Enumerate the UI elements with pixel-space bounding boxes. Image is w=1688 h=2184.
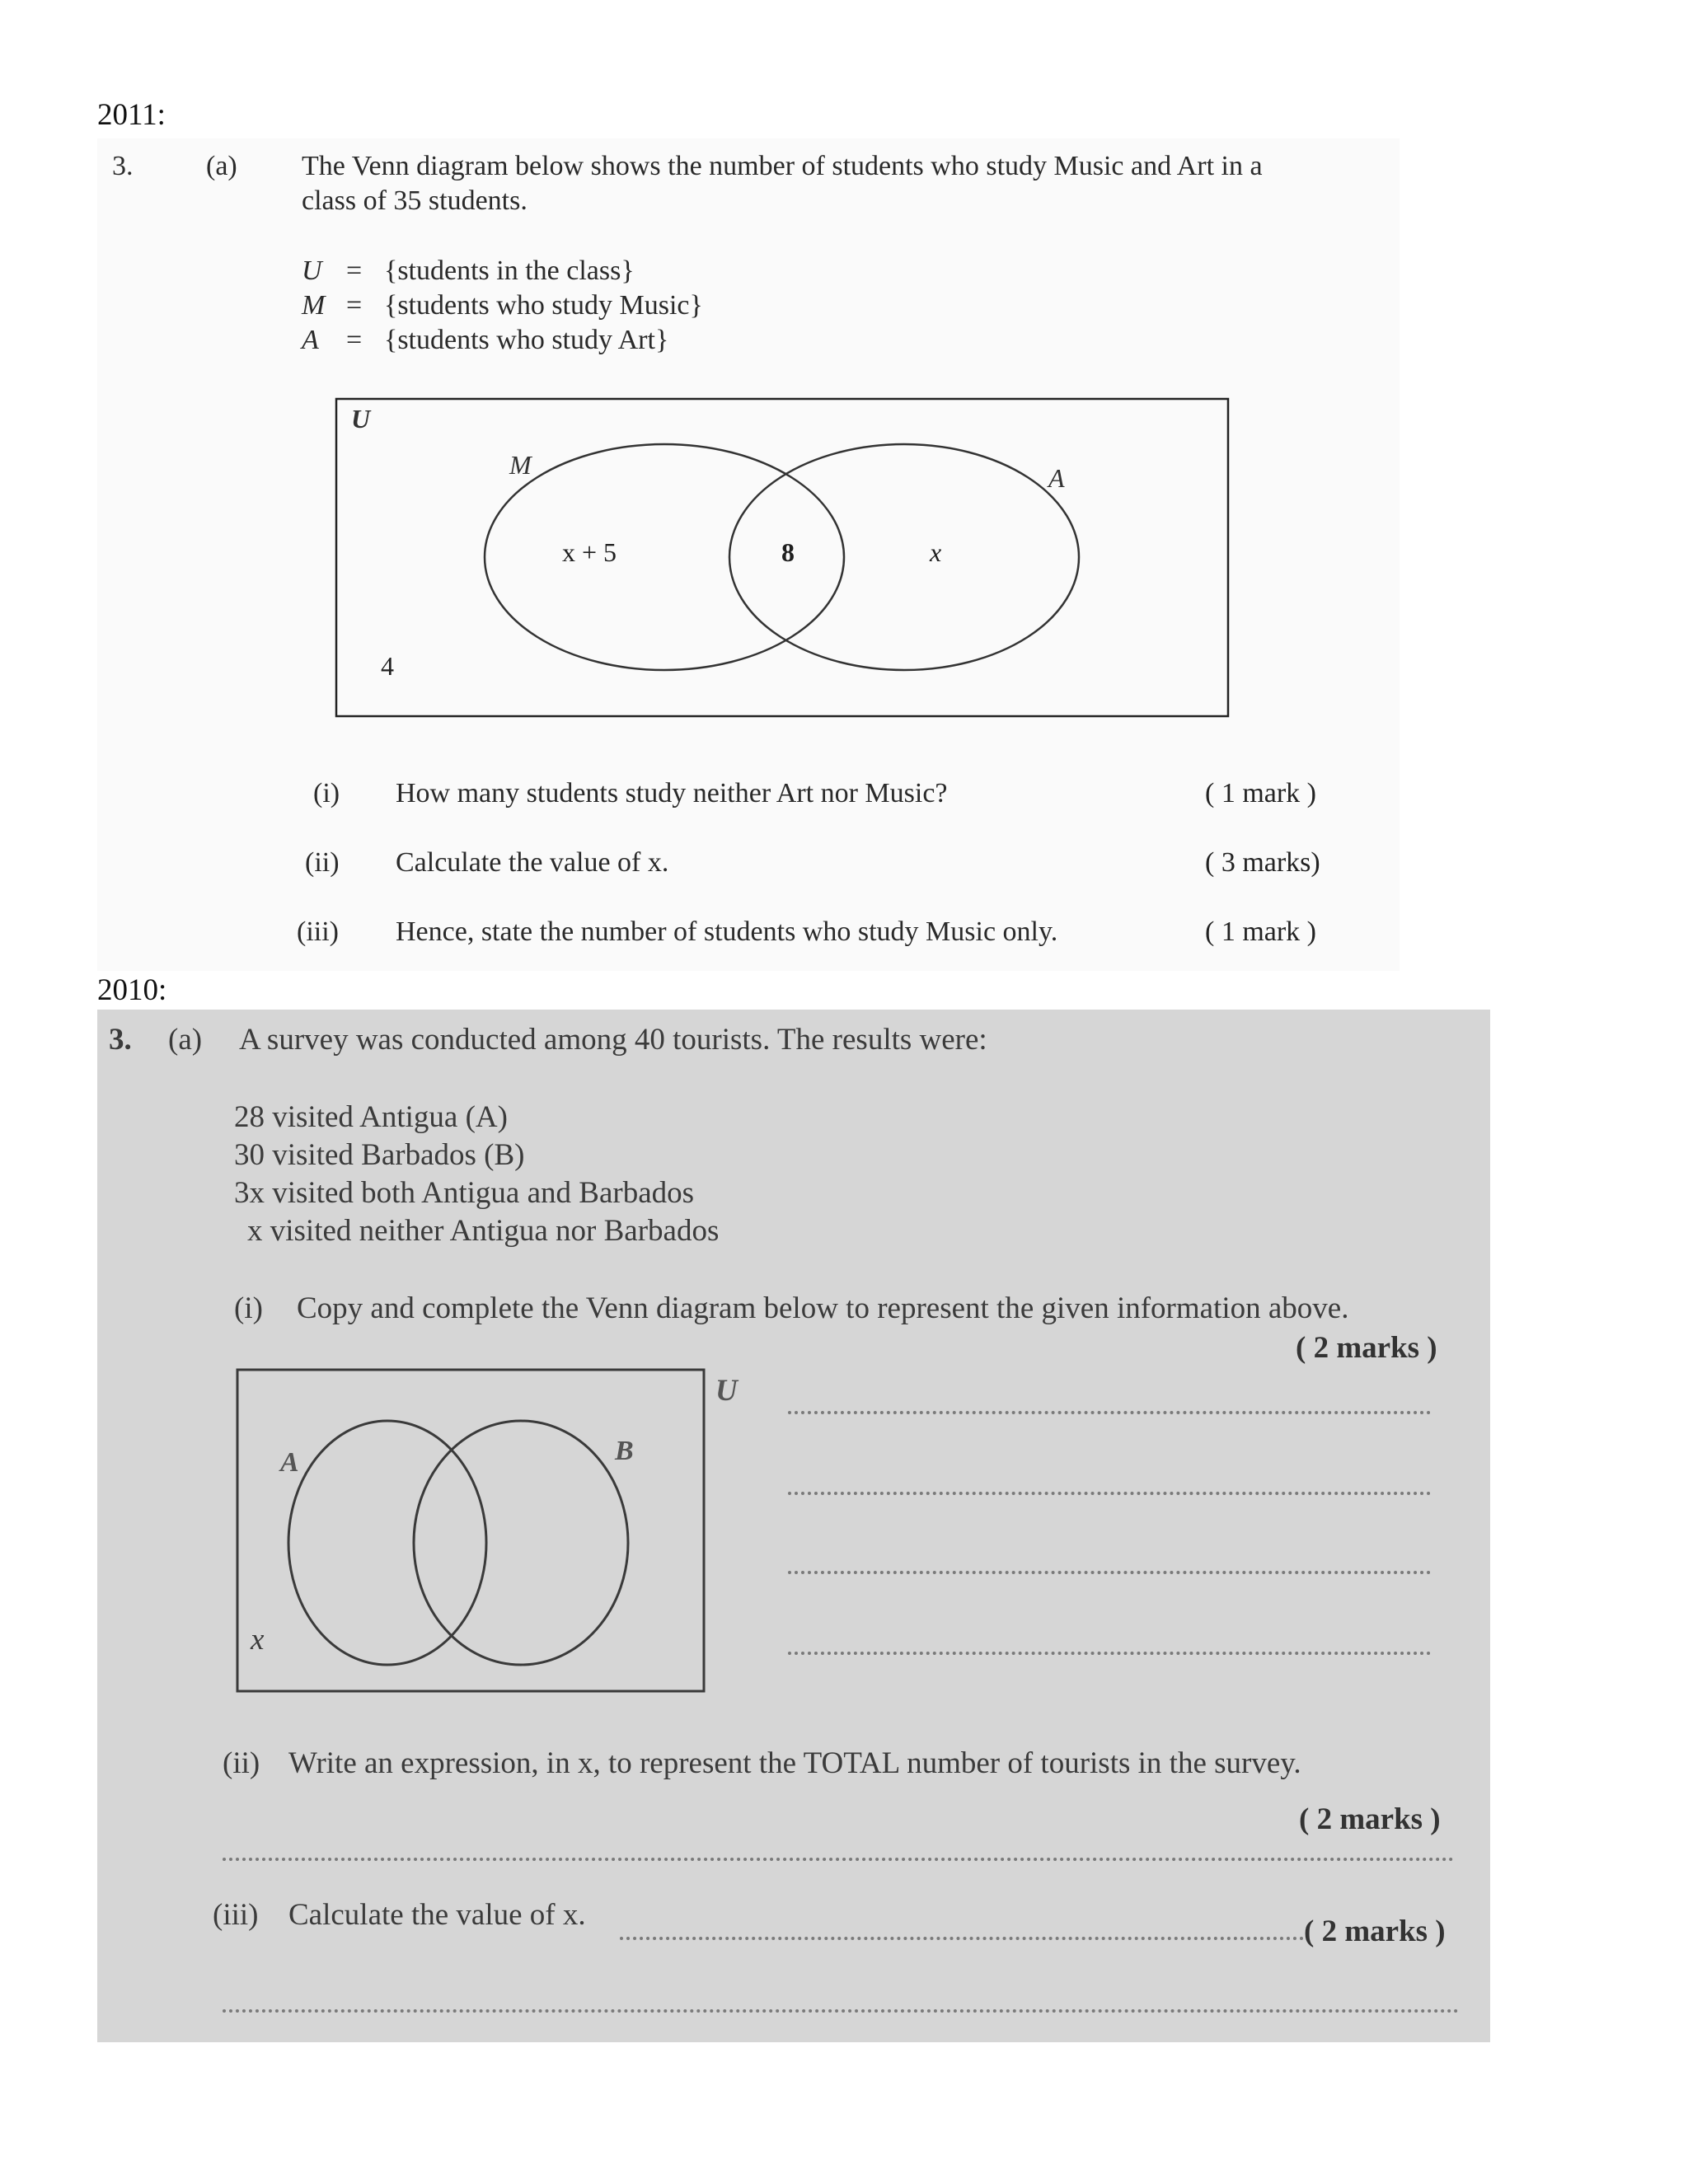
survey-result: 28 visited Antigua (A) [234, 1100, 508, 1134]
venn-label-m: M [509, 450, 532, 480]
part-label: (a) [206, 151, 237, 181]
sub-question-text: Write an expression, in x, to represent the TOTAL number of tourists in the survey. [288, 1746, 1301, 1780]
year-heading-2010: 2010: [97, 973, 167, 1007]
marks-label: ( 1 mark ) [1205, 778, 1317, 808]
set-equals: = [346, 255, 363, 286]
year-heading-2011: 2011: [97, 98, 166, 132]
set-equals: = [346, 325, 363, 355]
sub-question-text: Hence, state the number of students who study Music only. [396, 916, 1058, 947]
sub-question-text: How many students study neither Art nor Music? [396, 778, 948, 808]
barbados-set-circle [414, 1421, 628, 1665]
answer-line [788, 1571, 1431, 1574]
venn-region-both: 8 [781, 537, 795, 567]
answer-line [788, 1652, 1431, 1655]
answer-line [620, 1937, 1304, 1940]
sub-question-number: (i) [313, 778, 340, 808]
set-symbol-m: M [302, 290, 326, 321]
question-number: 3. [112, 151, 134, 181]
marks-label: ( 3 marks) [1205, 847, 1320, 878]
sub-question-number: (ii) [305, 847, 340, 878]
venn-label-a: A [1048, 463, 1065, 493]
marks-label: ( 2 marks ) [1296, 1331, 1437, 1365]
sub-question-text: Copy and complete the Venn diagram below to represent the given information above. [297, 1291, 1349, 1325]
marks-label: ( 1 mark ) [1205, 916, 1317, 947]
answer-line [223, 2009, 1459, 2013]
survey-intro: A survey was conducted among 40 tourists. The results were: [239, 1023, 987, 1057]
sub-question-text: Calculate the value of x. [288, 1898, 586, 1932]
venn-region-outside: 4 [381, 651, 394, 681]
survey-result: 30 visited Barbados (B) [234, 1138, 525, 1172]
sub-question-number: (ii) [223, 1746, 260, 1780]
intro-line-1: The Venn diagram below shows the number of students who study Music and Art in a [302, 151, 1263, 181]
set-def-u: {students in the class} [384, 255, 635, 286]
sub-question-number: (i) [234, 1291, 263, 1325]
universal-set-box [237, 1370, 704, 1691]
venn-region-music-only: x + 5 [562, 537, 617, 567]
intro-line-2: class of 35 students. [302, 185, 528, 216]
venn-label-u: U [351, 404, 371, 434]
sub-question-number: (iii) [213, 1898, 259, 1932]
sub-question-number: (iii) [297, 916, 339, 947]
part-label: (a) [168, 1023, 203, 1057]
answer-line [788, 1411, 1431, 1414]
question-number: 3. [109, 1023, 132, 1057]
marks-label: ( 2 marks ) [1304, 1915, 1446, 1948]
set-symbol-a: A [302, 325, 319, 355]
venn-region-art-only: x [930, 537, 942, 567]
sub-question-text: Calculate the value of x. [396, 847, 669, 878]
venn-label-a: A [280, 1447, 299, 1478]
set-def-a: {students who study Art} [384, 325, 669, 355]
set-equals: = [346, 290, 363, 321]
survey-result: 3x visited both Antigua and Barbados [234, 1176, 695, 1210]
venn-region-outside: x [251, 1623, 265, 1657]
answer-line [223, 1858, 1454, 1861]
venn-label-b: B [615, 1436, 634, 1466]
set-def-m: {students who study Music} [384, 290, 703, 321]
set-symbol-u: U [302, 255, 322, 286]
venn-label-u: U [715, 1374, 738, 1408]
antigua-set-circle [288, 1421, 486, 1665]
survey-result: x visited neither Antigua nor Barbados [247, 1214, 720, 1248]
answer-line [788, 1492, 1431, 1495]
marks-label: ( 2 marks ) [1299, 1802, 1441, 1836]
